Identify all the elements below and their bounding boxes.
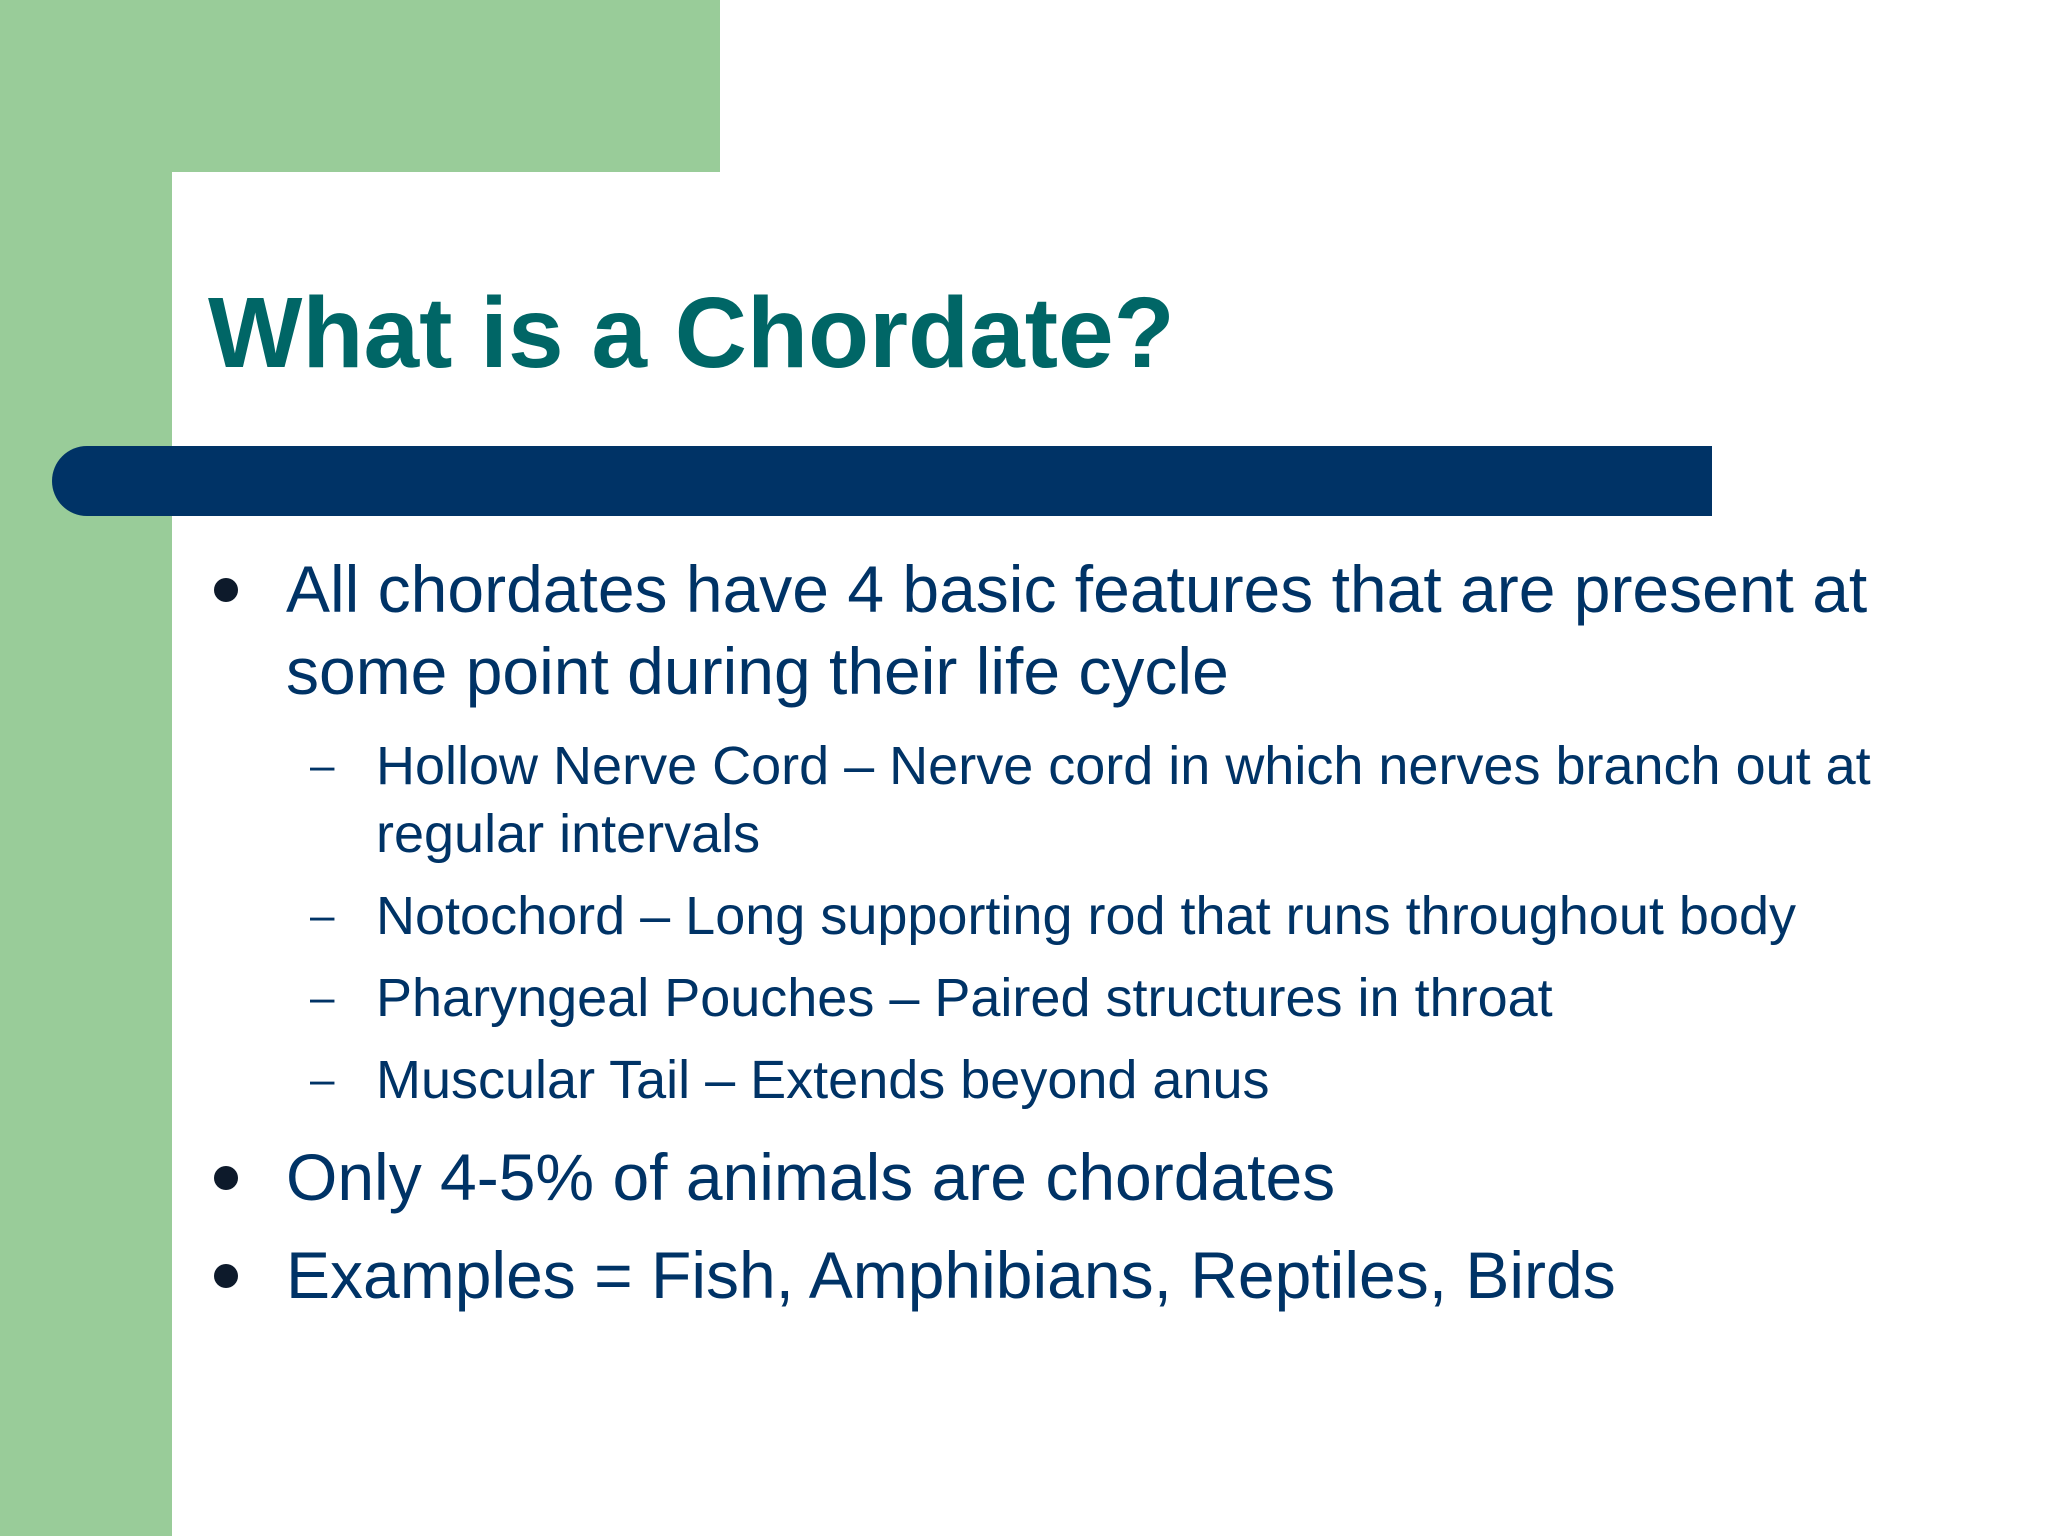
- sub-bullet-text: Muscular Tail – Extends beyond anus: [376, 1050, 1270, 1110]
- sub-bullet-text: Hollow Nerve Cord – Nerve cord in which nerves branch out at regular intervals: [376, 736, 1871, 864]
- bullet-dot-icon: [214, 578, 238, 602]
- dash-icon: –: [310, 891, 335, 940]
- bullet-text: All chordates have 4 basic features that are present at some point during their life cycle: [286, 552, 1868, 708]
- bullet-item: [210, 1136, 1910, 1218]
- sub-bullet-text: Pharyngeal Pouches – Paired structures in throat: [376, 968, 1553, 1028]
- dash-icon: –: [310, 1055, 335, 1104]
- sub-bullet-item: [210, 1046, 1910, 1114]
- bullet-dot-icon: [214, 1166, 238, 1190]
- dash-icon: –: [310, 973, 335, 1022]
- sub-bullet-text: Notochord – Long supporting rod that runs throughout body: [376, 886, 1796, 946]
- bullet-text: Only 4-5% of animals are chordates: [286, 1140, 1336, 1214]
- slide-title: What is a Chordate?: [208, 277, 1175, 389]
- title-underline-bar: [52, 446, 1712, 516]
- slide-body: [210, 548, 1910, 1316]
- bullet-item: [210, 548, 1910, 712]
- bullet-item: [210, 1234, 1910, 1316]
- sub-bullet-item: [210, 732, 1910, 868]
- dash-icon: –: [310, 741, 335, 790]
- sub-bullet-item: [210, 964, 1910, 1032]
- decorative-green-left-strip: [0, 0, 172, 1536]
- bullet-dot-icon: [214, 1264, 238, 1288]
- bullet-text: Examples = Fish, Amphibians, Reptiles, Birds: [286, 1238, 1616, 1312]
- sub-bullet-item: [210, 882, 1910, 950]
